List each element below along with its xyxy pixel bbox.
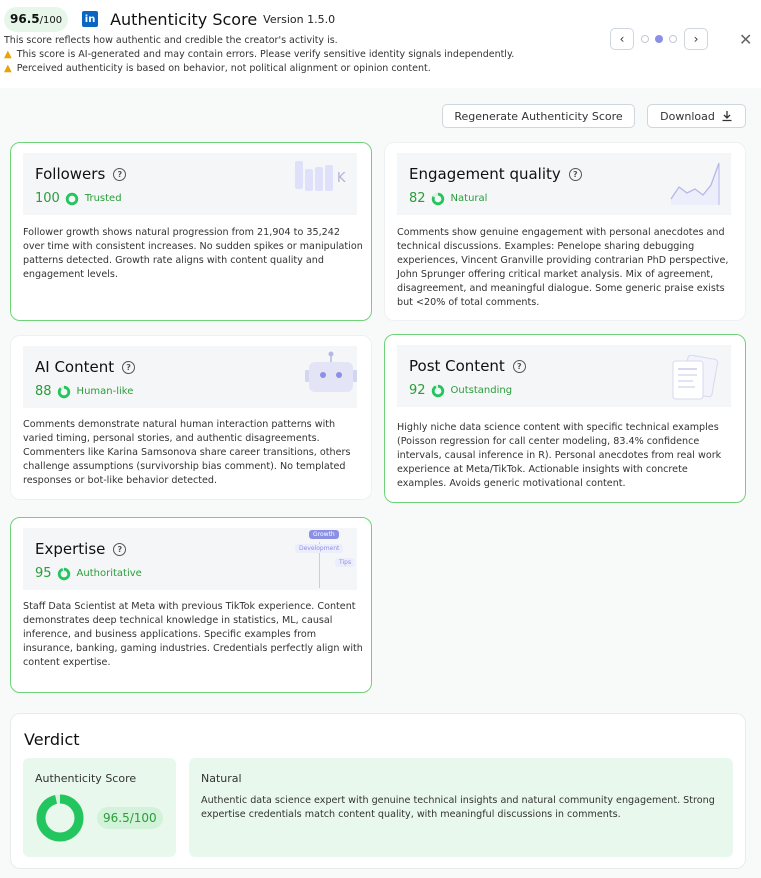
expertise-card [10, 517, 372, 693]
card-title-text: Engagement quality [409, 165, 561, 183]
warning-line-1 [4, 48, 761, 62]
verdict-section [10, 713, 746, 869]
score-number: 100 [35, 191, 60, 206]
verdict-donut-icon [35, 793, 85, 843]
illustration-letter: K [337, 171, 346, 186]
warning-icon: ▲ [4, 63, 12, 74]
page-title: Authenticity Score [110, 9, 258, 29]
followers-title [35, 165, 126, 183]
score-number: 88 [35, 384, 52, 399]
download-label: Download [660, 109, 715, 123]
followers-score [35, 191, 122, 206]
close-icon[interactable]: ✕ [739, 30, 753, 49]
followers-description: Follower growth shows natural progression from 21,904 to 35,242 over time with consistent increases. No sudden spikes or manipulation patterns detected. Growth rate aligns with content quality and engagement levels. [23, 227, 363, 280]
post-content-card-header [397, 345, 731, 407]
version-label: Version 1.5.0 [263, 12, 336, 26]
verdict-text: Authentic data science expert with genuine technical insights and natural community engagement. Strong expertise credentials match content quality, with meaningful discussions in comments. [201, 795, 715, 820]
robot-icon [305, 350, 357, 400]
followers-card [10, 142, 372, 321]
download-button[interactable] [647, 104, 746, 128]
score-number: 95 [35, 566, 52, 581]
tag-growth: Growth [309, 530, 339, 539]
warning-icon: ▲ [4, 49, 12, 60]
regenerate-label: Regenerate Authenticity Score [454, 109, 623, 123]
expertise-score [35, 566, 142, 581]
score-label: Human-like [76, 386, 134, 397]
post-content-description: Highly niche data science content with specific technical examples (Poisson regression for call center modeling, 83.4% confidence intervals, causal inference in R). Personal anecdotes from real work experience at Meta/TikTok. Actionable insights with concrete examples. Avoids generic motivational content. [397, 422, 722, 489]
ai-content-score [35, 384, 133, 399]
ring-progress [433, 386, 443, 396]
verdict-category: Natural [201, 772, 242, 785]
ai-content-illustration [305, 350, 357, 404]
pager-dots [638, 35, 680, 43]
ai-content-card [10, 335, 372, 500]
post-content-card [384, 334, 746, 503]
ai-content-title [35, 358, 135, 376]
help-icon[interactable]: ? [113, 168, 126, 181]
verdict-score-label: Authenticity Score [35, 772, 137, 785]
pager-dot-1[interactable] [641, 35, 649, 43]
trend-chart-icon [669, 161, 725, 207]
ai-content-description: Comments demonstrate natural human interaction patterns with varied timing, personal stories, and authentic disagreements. Commenters like Karina Samsonova share career transitions, others challenge assumptions (survivorship bias comment). No templated responses or bot-like behavior detected. [23, 419, 351, 486]
engagement-card [384, 142, 746, 321]
score-label: Trusted [84, 193, 122, 204]
score-label: Outstanding [450, 385, 513, 396]
card-title-text: Expertise [35, 540, 106, 558]
header-score-pill [4, 7, 68, 32]
post-content-illustration [669, 355, 721, 409]
ring-progress [67, 194, 77, 204]
card-title-text: Post Content [409, 357, 505, 375]
expertise-card-header [23, 528, 357, 590]
help-icon[interactable]: ? [122, 361, 135, 374]
score-number: 82 [409, 191, 426, 206]
score-label: Natural [450, 193, 488, 204]
regenerate-button[interactable] [442, 104, 635, 128]
next-page-button[interactable] [684, 28, 708, 50]
follower-bars-icon [295, 159, 355, 199]
document-pages-icon [669, 355, 721, 405]
ring-progress [59, 569, 69, 579]
download-icon [721, 110, 733, 122]
warning-text: Perceived authenticity is based on behavior, not political alignment or opinion content. [16, 63, 431, 74]
verdict-summary-box [189, 758, 733, 857]
ring-progress [59, 387, 69, 397]
followers-illustration [295, 159, 355, 203]
score-ring-icon [431, 192, 445, 206]
ring-progress [41, 799, 79, 837]
pager-dot-3[interactable] [669, 35, 677, 43]
help-icon[interactable]: ? [569, 168, 582, 181]
verdict-score-box [23, 758, 176, 857]
chevron-left-icon: ‹ [619, 32, 625, 46]
pager [610, 28, 708, 50]
chevron-right-icon: › [693, 32, 699, 46]
engagement-description: Comments show genuine engagement with personal anecdotes and technical discussions. Examples: Penelope sharing debugging experiences, Vincent Granville providing contrarian PhD perspective, John Sprunger offering critical market analysis. Mix of agreement, disagreement, and meaningful dialogue. Some generic praise exists but <20% of total comments. [397, 227, 729, 308]
linkedin-logo-icon: in [82, 11, 98, 27]
engagement-score [409, 191, 487, 206]
verdict-score-pill: 96.5/100 [97, 807, 163, 829]
subtitle-text: This score reflects how authentic and credible the creator's activity is. [4, 35, 338, 46]
followers-card-header [23, 153, 357, 215]
tag-tips: Tips [335, 558, 355, 567]
help-icon[interactable]: ? [113, 543, 126, 556]
expertise-illustration [295, 530, 357, 588]
score-ring-icon [57, 567, 71, 581]
card-title-text: Followers [35, 165, 106, 183]
warning-text: This score is AI-generated and may contain errors. Please verify sensitive identity signals independently. [16, 49, 515, 60]
ai-content-card-header [23, 346, 357, 408]
header-score: 96.5 [10, 11, 40, 26]
score-number: 92 [409, 383, 426, 398]
engagement-illustration [669, 161, 725, 211]
help-icon[interactable]: ? [513, 360, 526, 373]
score-ring-icon [431, 384, 445, 398]
header-score-denominator: /100 [39, 14, 63, 26]
engagement-card-header [397, 153, 731, 215]
pager-dot-2[interactable] [655, 35, 663, 43]
post-content-score [409, 383, 512, 398]
main-panel [0, 88, 761, 878]
score-ring-icon [65, 192, 79, 206]
tag-development: Development [295, 544, 343, 553]
card-title-text: AI Content [35, 358, 115, 376]
warning-line-2 [4, 62, 761, 76]
engagement-title [409, 165, 582, 183]
post-content-title [409, 357, 526, 375]
expertise-title [35, 540, 126, 558]
verdict-title: Verdict [24, 730, 80, 749]
score-ring-icon [57, 385, 71, 399]
prev-page-button[interactable] [610, 28, 634, 50]
expertise-description: Staff Data Scientist at Meta with previous TikTok experience. Content demonstrates deep technical knowledge in statistics, ML, causal inference, and business applications. Specific examples from insurance, banking, gaming industries. Credentials perfectly align with content expertise. [23, 601, 363, 668]
score-label: Authoritative [76, 568, 142, 579]
